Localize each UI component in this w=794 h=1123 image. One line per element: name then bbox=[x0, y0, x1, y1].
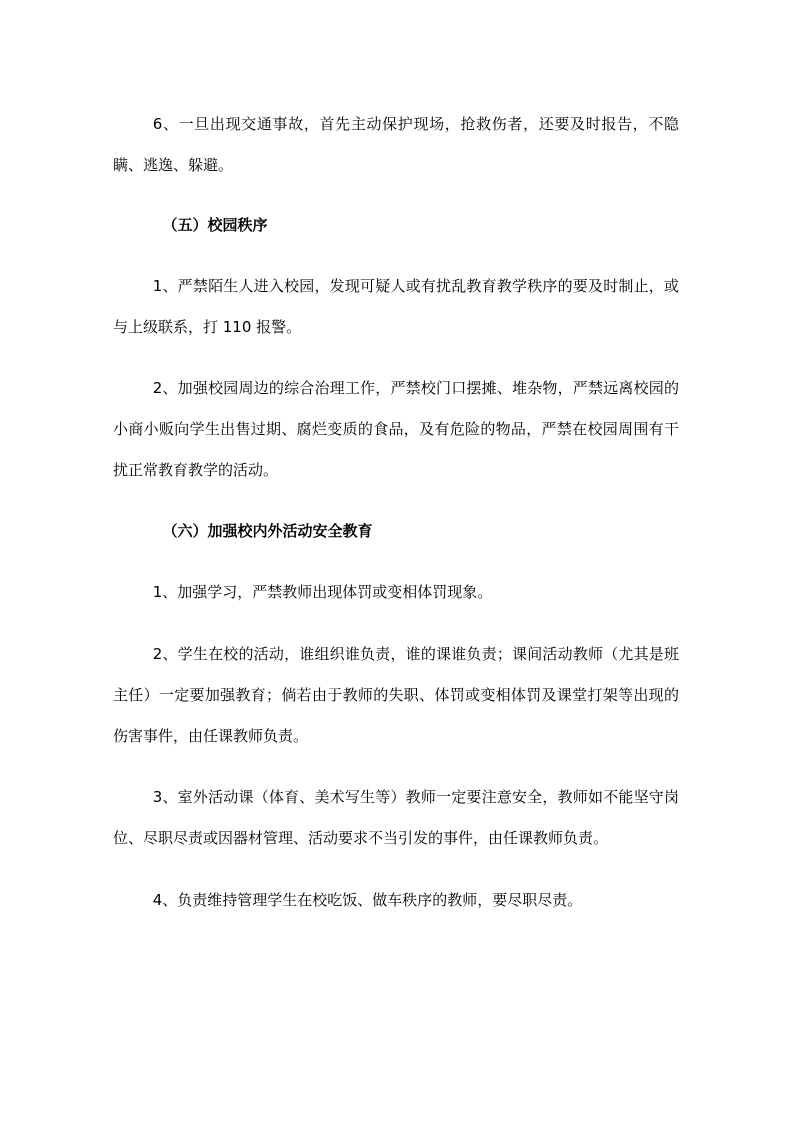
paragraph-surroundings: 2、加强校园周边的综合治理工作，严禁校门口摆摊、堆杂物，严禁远离校园的小商小贩向学生出售过期、腐烂变质的食品，及有危险的物品，严禁在校园周围有干扰正常教育教学的活动。 bbox=[113, 379, 679, 479]
section-heading-activity-safety: （六）加强校内外活动安全教育 bbox=[162, 522, 373, 540]
paragraph-study: 1、加强学习，严禁教师出现体罚或变相体罚现象。 bbox=[152, 583, 493, 601]
paragraph-responsibility: 2、学生在校的活动，谁组织谁负责，谁的课谁负责；课间活动教师（尤其是班主任）一定要加强教育；倘若由于教师的失职、体罚或变相体罚及课堂打架等出现的伤害事件，由任课教师负责。 bbox=[113, 645, 679, 745]
paragraph-strangers: 1、严禁陌生人进入校园，发现可疑人或有扰乱教育教学秩序的要及时制止，或与上级联系，打 110 报警。 bbox=[113, 277, 679, 336]
section-heading-campus-order: （五）校园秩序 bbox=[162, 216, 268, 234]
document-body bbox=[113, 104, 679, 921]
paragraph-traffic-accident: 6、一旦出现交通事故，首先主动保护现场，抢救伤者，还要及时报告，不隐瞒、逃逸、躲避。 bbox=[113, 115, 679, 174]
paragraph-outdoor-activity: 3、室外活动课（体育、美术写生等）教师一定要注意安全，教师如不能坚守岗位、尽职尽责或因器材管理、活动要求不当引发的事件，由任课教师负责。 bbox=[113, 788, 679, 847]
paragraph-meal-order: 4、负责维持管理学生在校吃饭、做车秩序的教师，要尽职尽责。 bbox=[152, 891, 583, 909]
